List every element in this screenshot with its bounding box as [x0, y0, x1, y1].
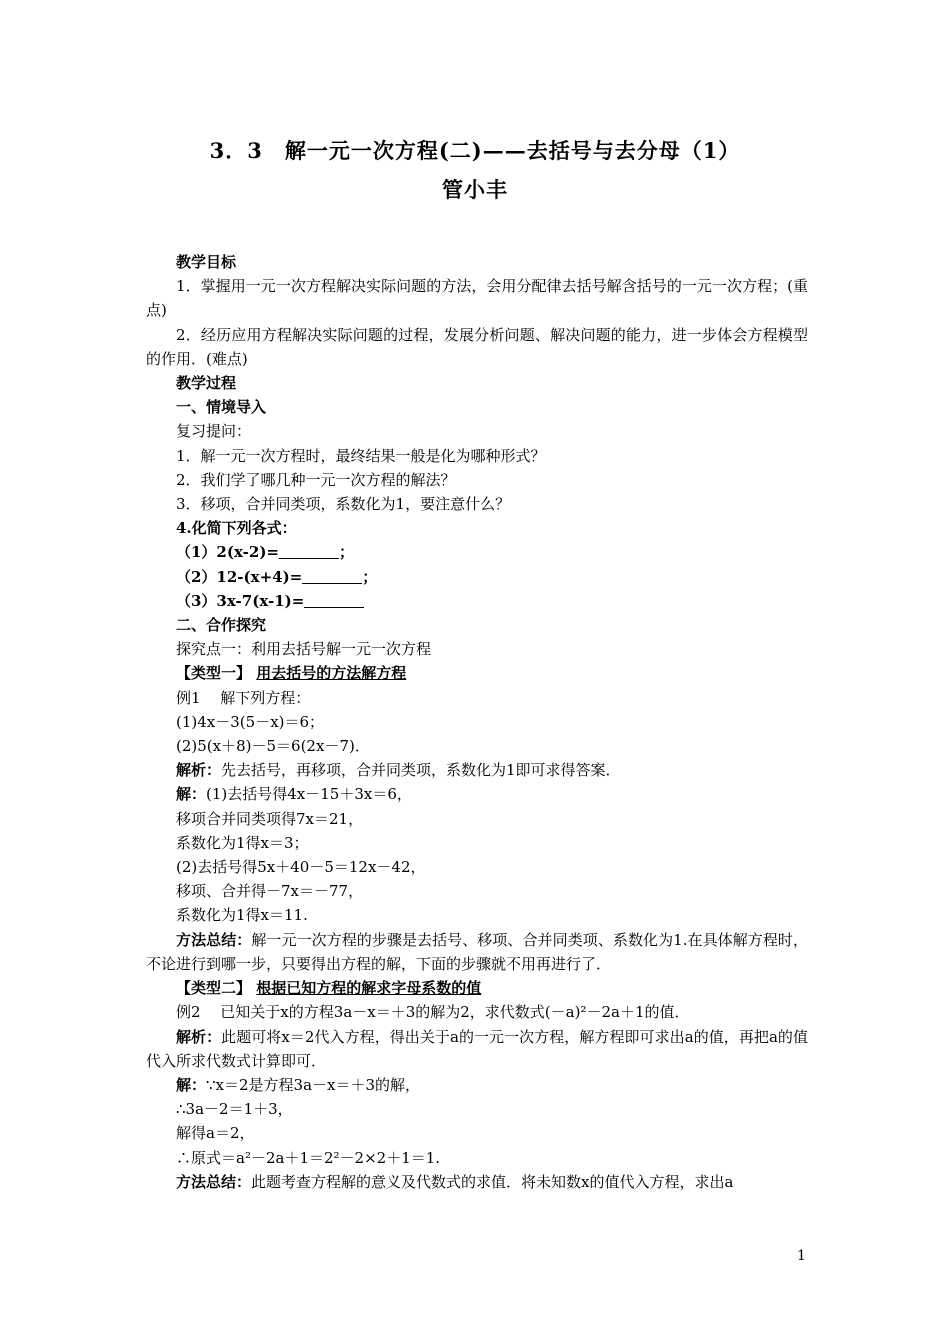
example-2: 例2 已知关于x的方程3a－x＝＋3的解为2，求代数式(－a)²－2a＋1的值．	[176, 1003, 690, 1022]
type-2-heading: 【类型二】 根据已知方程的解求字母系数的值	[176, 979, 482, 998]
section-heading-intro: 一、情境导入	[176, 398, 267, 417]
question-3: 3．移项，合并同类项，系数化为1，要注意什么？	[176, 495, 511, 514]
answer-blank	[302, 569, 362, 584]
section-heading-explore: 二、合作探究	[176, 616, 267, 635]
example-1-a: (1)4x－3(5－x)＝6；	[176, 712, 325, 731]
answer-blank	[304, 593, 364, 608]
solution-2-line-4: ∴原式＝a²－2a＋1＝2²－2×2＋1＝1.	[176, 1148, 441, 1167]
section-heading-goals: 教学目标	[176, 253, 237, 271]
method-summary-2: 方法总结：此题考查方程解的意义及代数式的求值．将未知数x的值代入方程，求出a	[176, 1172, 734, 1191]
solution-1-line-1: 解：(1)去括号得4x－15＋3x＝6，	[176, 785, 412, 804]
explore-point: 探究点一：利用去括号解一元一次方程	[176, 640, 432, 659]
analysis-1: 解析：先去括号，再移项，合并同类项，系数化为1即可求得答案．	[176, 761, 621, 780]
solution-1-line-3: 系数化为1得x＝3；	[176, 833, 309, 852]
question-4: 4.化简下列各式：	[176, 519, 297, 538]
analysis-2: 解析：此题可将x＝2代入方程，得出关于a的一元一次方程，解方程即可求出a的值，再把a的值代入所求代数式计算即可．	[146, 1027, 808, 1070]
exercise-3: （3）3x-7(x-1)=	[146, 589, 808, 613]
solution-2-line-3: 解得a＝2，	[176, 1124, 255, 1143]
page-number: 1	[797, 1248, 806, 1264]
goal-2: 2．经历应用方程解决实际问题的过程，发展分析问题、解决问题的能力，进一步体会方程模型的作用．(难点)	[146, 325, 808, 368]
example-1-b: (2)5(x＋8)－5＝6(2x－7)．	[176, 737, 370, 756]
exercise-1: （1）2(x-2)= ；	[176, 543, 354, 562]
document-title: 3．3 解一元一次方程(二)——去括号与去分母（1）	[209, 138, 741, 163]
question-1: 1．解一元一次方程时，最终结果一般是化为哪种形式？	[176, 446, 546, 465]
exercise-2: （2）12-(x+4)= ；	[176, 567, 378, 586]
goal-1: 1．掌握用一元一次方程解决实际问题的方法，会用分配律去括号解含括号的一元一次方程；(重点)	[146, 277, 808, 320]
type-1-heading: 【类型一】 用去括号的方法解方程	[176, 664, 407, 683]
example-1-head: 例1 解下列方程：	[176, 688, 311, 707]
document-author: 管小丰	[442, 177, 508, 202]
method-summary-1: 方法总结：解一元一次方程的步骤是去括号、移项、合并同类项、系数化为1.在具体解方程时，不论进行到哪一步，只要得出方程的解，下面的步骤就不用再进行了．	[146, 930, 808, 973]
question-2: 2．我们学了哪几种一元一次方程的解法？	[176, 470, 456, 489]
solution-2-line-2: ∴3a－2＝1＋3，	[176, 1100, 293, 1119]
solution-1-line-4: (2)去括号得5x＋40－5＝12x－42，	[176, 858, 426, 877]
document-body	[146, 250, 808, 1194]
solution-1-line-5: 移项、合并得－7x＝－77，	[176, 882, 364, 901]
section-heading-process: 教学过程	[176, 374, 237, 393]
solution-2-line-1: 解：∵x＝2是方程3a－x＝＋3的解，	[176, 1075, 421, 1094]
answer-blank	[279, 544, 339, 559]
solution-1-line-6: 系数化为1得x＝11.	[176, 906, 308, 925]
solution-1-line-2: 移项合并同类项得7x＝21，	[176, 809, 364, 828]
review-label: 复习提问：	[176, 422, 252, 441]
